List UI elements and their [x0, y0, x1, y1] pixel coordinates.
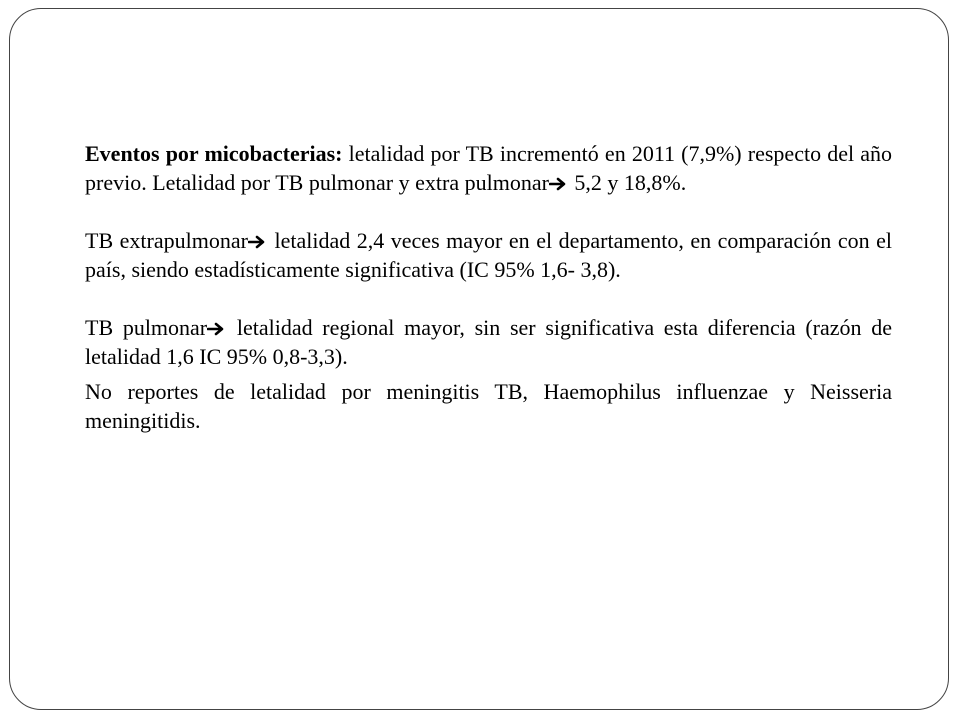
arrow-right-icon [207, 322, 225, 336]
paragraph-extrapulmonary-tb [85, 226, 892, 284]
slide-frame [9, 8, 949, 710]
paragraph-meningitis [85, 377, 892, 435]
paragraph-lead: Eventos por micobacterias: [85, 141, 343, 166]
paragraph-text: letalidad 2,4 veces mayor en el departamento, en comparación con el país, siendo estadísticamente significativa (IC 95% 1,6- 3,8). [85, 228, 892, 282]
paragraph-subject: TB extrapulmonar [85, 228, 248, 253]
slide-body [85, 139, 892, 435]
arrow-right-icon [549, 177, 567, 191]
paragraph-subject: TB pulmonar [85, 315, 208, 340]
paragraph-text: letalidad regional mayor, sin ser significativa esta diferencia (razón de letalidad 1,6 IC 95% 0,8-3,3). [85, 315, 892, 369]
paragraph-text: letalidad por TB incrementó en 2011 (7,9%) respecto del año previo. Letalidad por TB pulmonar y extra pulmonar [85, 141, 892, 195]
paragraph-text-values: 5,2 y 18,8%. [568, 170, 687, 195]
arrow-right-icon [248, 235, 266, 249]
paragraph-mycobacteria-events [85, 139, 892, 197]
paragraph-pulmonary-tb [85, 313, 892, 371]
paragraph-text: No reportes de letalidad por meningitis TB, Haemophilus influenzae y Neisseria meningitidis. [85, 379, 892, 433]
